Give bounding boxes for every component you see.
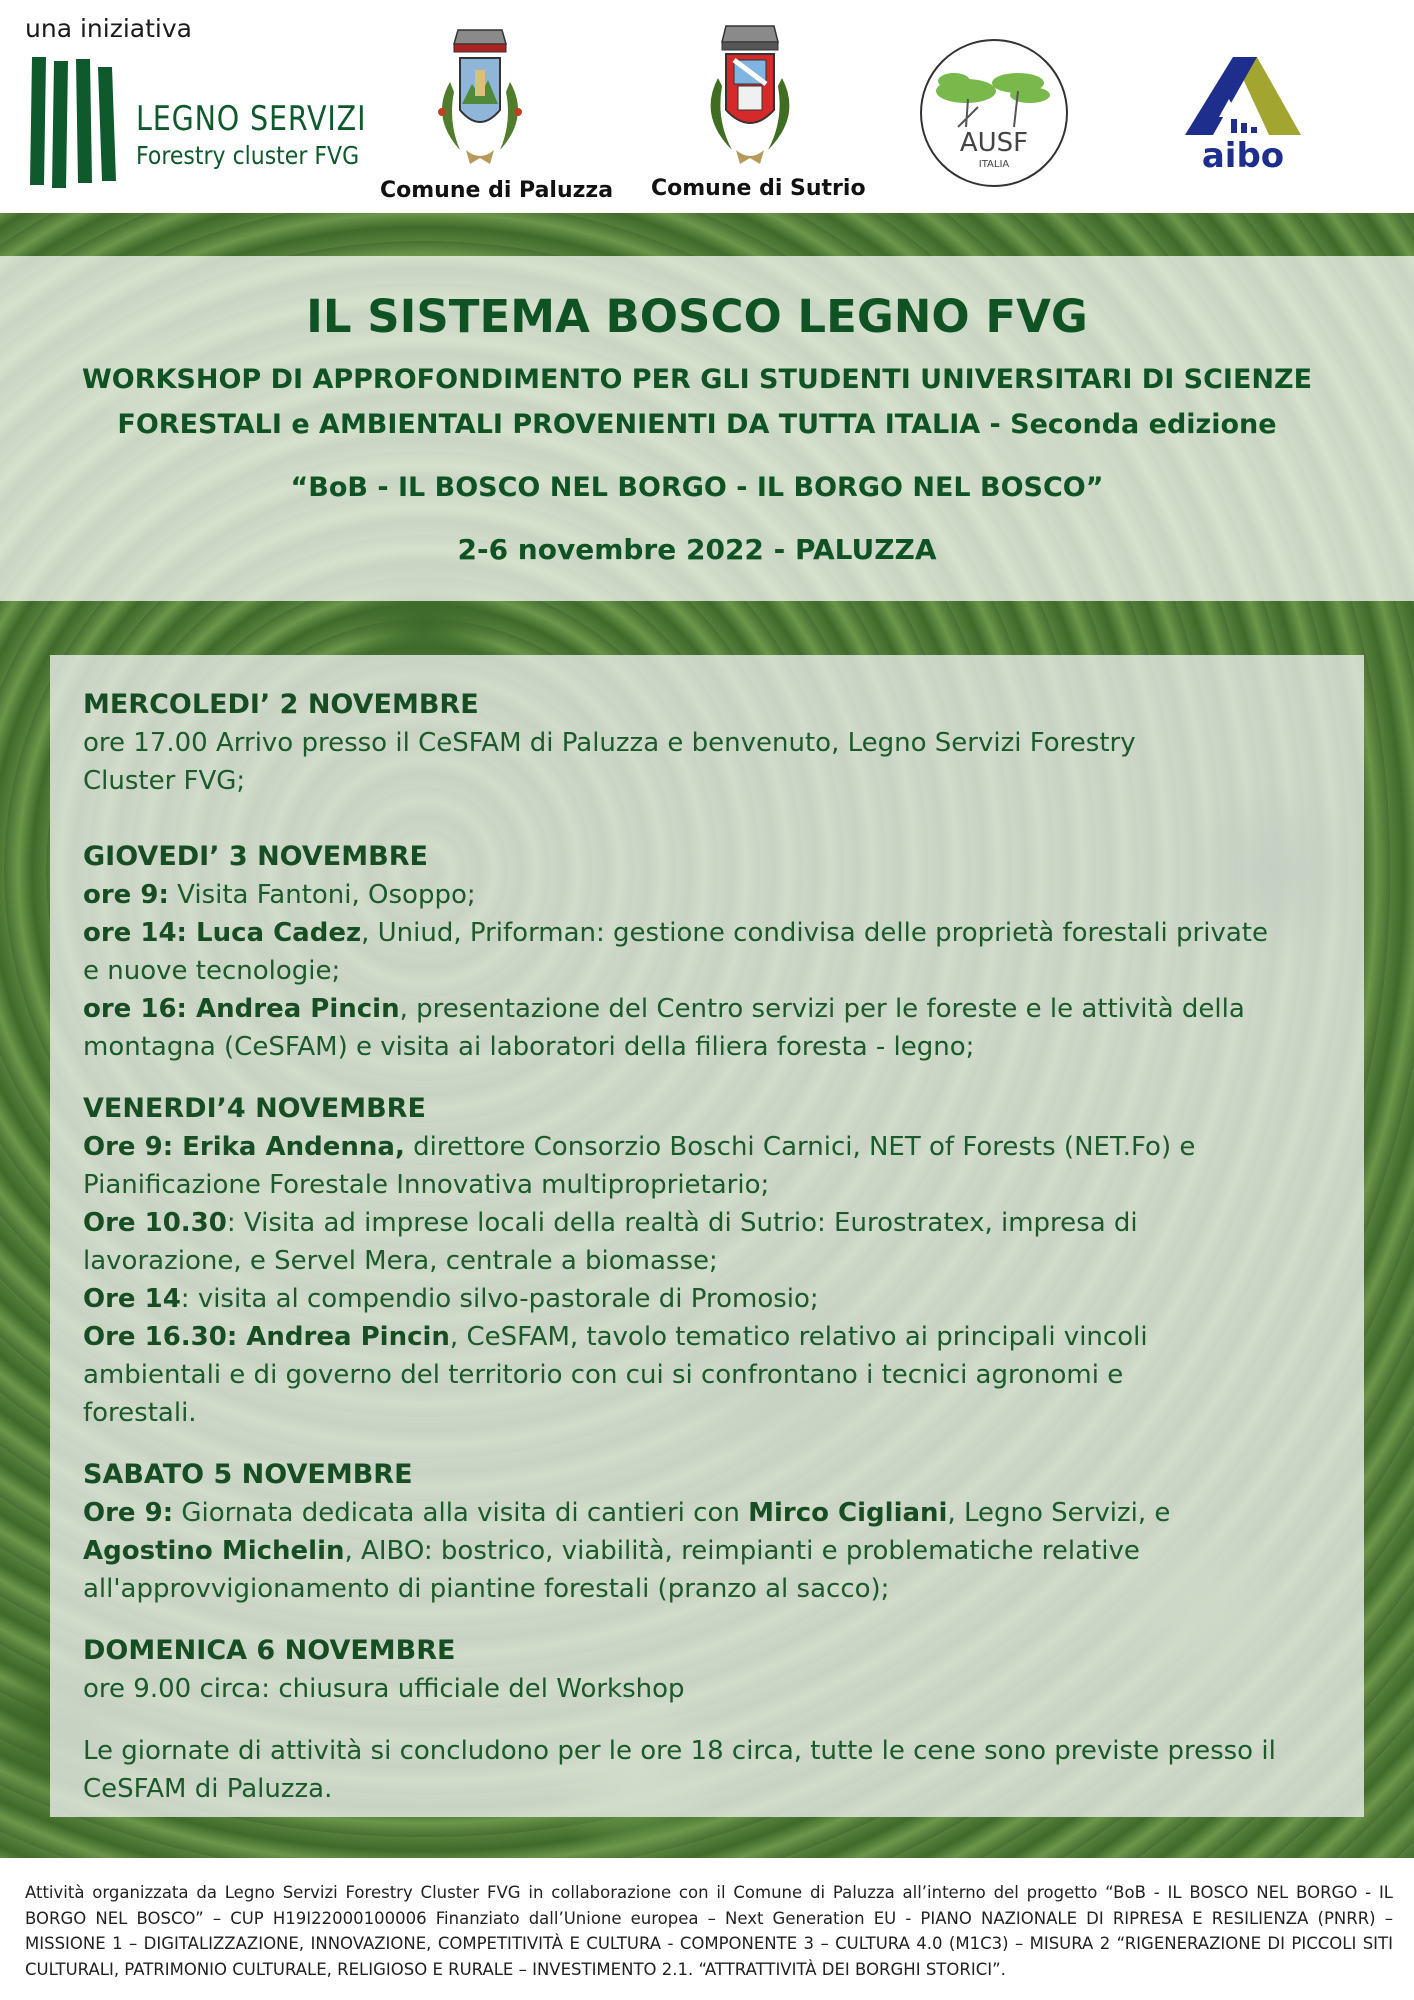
program [83, 686, 1353, 1808]
intro-text: una iniziativa [25, 14, 192, 43]
program-line [83, 1280, 1353, 1318]
ausf-logo-icon [918, 37, 1070, 189]
program-note: Le giornate di attività si concludono per le ore 18 circa, tutte le cene sono previste presso il [83, 1736, 1276, 1766]
day-heading-giovedi: GIOVEDI’ 3 NOVEMBRE [83, 841, 428, 872]
aibo-logo-icon [1183, 55, 1303, 175]
legno-servizi-subtitle: Forestry cluster FVG [136, 141, 360, 170]
program-line: ore 9.00 circa: chiusura ufficiale del Workshop [83, 1674, 685, 1704]
program-line [83, 876, 1353, 914]
ausf-name: AUSF [959, 128, 1029, 158]
event-dates: 2-6 novembre 2022 - PALUZZA [457, 533, 937, 566]
sutrio-coat-of-arms-icon [690, 20, 810, 175]
header [0, 0, 1414, 213]
time-label: Ore 14 [83, 1284, 181, 1314]
subtitle-line-1: WORKSHOP DI APPROFONDIMENTO PER GLI STUDENTI UNIVERSITARI DI SCIENZE [81, 364, 1313, 395]
paluzza-coat-of-arms-icon [420, 22, 540, 177]
subtitle-line-2: FORESTALI e AMBIENTALI PROVENIENTI DA TUTTA ITALIA - Seconda edizione [117, 409, 1277, 440]
program-line [83, 1204, 1353, 1242]
program-text: : Visita ad imprese locali della realtà di Sutrio: Eurostratex, impresa di [226, 1208, 1138, 1238]
program-line: Cluster FVG; [83, 766, 246, 796]
program-note: CeSFAM di Paluzza. [83, 1774, 333, 1804]
program-line [83, 914, 1353, 952]
program-line: ore 17.00 Arrivo presso il CeSFAM di Paluzza e benvenuto, Legno Servizi Forestry [83, 728, 1136, 758]
program-line: all'approvvigionamento di piantine forestali (pranzo al sacco); [83, 1574, 890, 1604]
program-text: : visita al compendio silvo-pastorale di Promosio; [180, 1284, 819, 1314]
legno-servizi-title: LEGNO SERVIZI [136, 99, 367, 139]
event-motto: “BoB - IL BOSCO NEL BORGO - IL BORGO NEL BOSCO” [290, 472, 1104, 503]
day-heading-venerdi: VENERDI’4 NOVEMBRE [83, 1093, 426, 1124]
time-speaker-label: ore 14: Luca Cadez [83, 918, 362, 948]
page-title: IL SISTEMA BOSCO LEGNO FVG [306, 290, 1088, 343]
time-label: ore 9: [83, 880, 169, 910]
program-text: , presentazione del Centro servizi per le foreste e le attività della [399, 994, 1245, 1024]
day-heading-mercoledi: MERCOLEDI’ 2 NOVEMBRE [83, 689, 479, 720]
time-label: Ore 9: [83, 1498, 174, 1528]
speaker-name: Agostino Michelin [83, 1536, 345, 1566]
time-label: Ore 10.30 [83, 1208, 227, 1238]
program-text: , Legno Servizi, e [947, 1498, 1171, 1528]
legno-servizi-logo [28, 55, 367, 195]
program-line [83, 1532, 1353, 1570]
program-line [83, 1494, 1353, 1532]
program-line: montagna (CeSFAM) e visita ai laboratori della filiera foresta - legno; [83, 1032, 975, 1062]
program-text: , Uniud, Priforman: gestione condivisa delle proprietà forestali private [361, 918, 1268, 948]
program-text: Visita Fantoni, Osoppo; [168, 880, 476, 910]
program-text: , AIBO: bostrico, viabilità, reimpianti e problematiche relative [344, 1536, 1140, 1566]
program-text: Giornata dedicata alla visita di cantieri con [173, 1498, 749, 1528]
program-line [83, 1128, 1353, 1166]
program-text: direttore Consorzio Boschi Carnici, NET of Forests (NET.Fo) e [404, 1132, 1196, 1162]
comune-sutrio-label: Comune di Sutrio [651, 176, 866, 201]
day-heading-domenica: DOMENICA 6 NOVEMBRE [83, 1635, 456, 1666]
program-text: , CeSFAM, tavolo tematico relativo ai principali vincoli [449, 1322, 1148, 1352]
program-line [83, 1318, 1353, 1356]
time-speaker-label: ore 16: Andrea Pincin [83, 994, 400, 1024]
program-line: lavorazione, e Servel Mera, centrale a biomasse; [83, 1246, 718, 1276]
comune-paluzza-label: Comune di Paluzza [380, 178, 614, 203]
program-line: e nuove tecnologie; [83, 956, 341, 986]
ausf-country: ITALIA [978, 159, 1010, 170]
program-line: Pianificazione Forestale Innovativa multiproprietario; [83, 1170, 770, 1200]
speaker-name: Mirco Cigliani [748, 1498, 948, 1528]
time-speaker-label: Ore 16.30: Andrea Pincin [83, 1322, 450, 1352]
day-heading-sabato: SABATO 5 NOVEMBRE [83, 1459, 413, 1490]
time-speaker-label: Ore 9: Erika Andenna, [83, 1132, 405, 1162]
footer-text: Attività organizzata da Legno Servizi Forestry Cluster FVG in collaborazione con il Comune di Paluzza all’interno del progetto “BoB - IL BOSCO NEL BORGO - IL BORGO NEL BOSCO” – CUP H19I22000100006 Finanziato dall’Unione europea – Next Generation EU - PIANO NAZIONALE DI RIPRESA E RESILIENZA (PNRR) – MISSIONE 1 – DIGITALIZZAZIONE, INNOVAZIONE, COMPETITIVITÀ E CULTURA - COMPONENTE 3 – CULTURA 4.0 (M1C3) – MISURA 2 “RIGENERAZIONE DI PICCOLI SITI CULTURALI, PATRIMONIO CULTURALE, RELIGIOSO E RURALE – INVESTIMENTO 2.1. “ATTRATTIVITÀ DEI BORGHI STORICI”. [25, 1883, 1393, 1979]
program-line: forestali. [83, 1398, 197, 1428]
program-line [83, 990, 1353, 1028]
legno-servizi-logo-icon [28, 55, 128, 190]
program-line: ambientali e di governo del territorio con cui si confrontano i tecnici agronomi e [83, 1360, 1124, 1390]
aibo-name: aibo [1201, 136, 1285, 175]
footer [0, 1858, 1414, 2000]
